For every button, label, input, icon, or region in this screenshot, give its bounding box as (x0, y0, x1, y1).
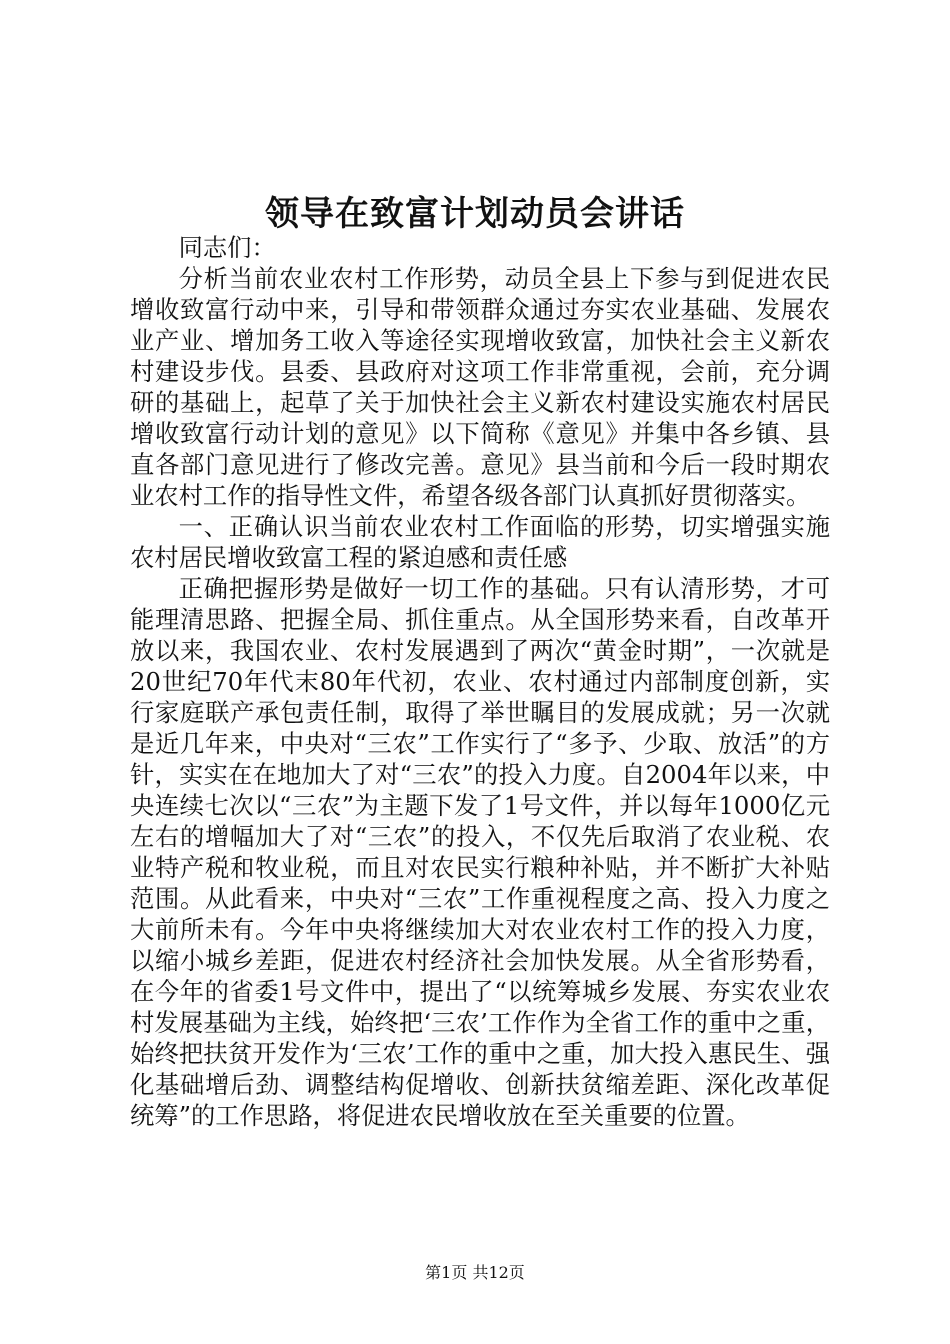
salutation: 同志们： (178, 233, 276, 262)
document-body (130, 232, 830, 1131)
document-title: 领导在致富计划动员会讲话 (265, 194, 685, 234)
paragraph-situation: 正确把握形势是做好一切工作的基础。只有认清形势，才可能理清思路、把握全局、抓住重点。从全国形势来看，自改革开放以来，我国农业、农村发展遇到了两次“黄金时期”，一次就是20世纪70年代末80年代初，农业、农村通过内部制度创新，实行家庭联产承包责任制，取得了举世瞩目的发展成就；另一次就是近几年来，中央对“三农”工作实行了“多予、少取、放活”的方针，实实在在地加大了对“三农”的投入力度。自2004年以来，中央连续七次以“三农”为主题下发了1号文件，并以每年1000亿元左右的增幅加大了对“三农”的投入，不仅先后取消了农业税、农业特产税和牧业税，而且对农民实行粮种补贴，并不断扩大补贴范围。从此看来，中央对“三农”工作重视程度之高、投入力度之大前所未有。今年中央将继续加大对农业农村工作的投入力度，以缩小城乡差距，促进农村经济社会加快发展。从全省形势看，在今年的省委1号文件中，提出了“以统筹城乡发展、夯实农业农村发展基础为主线，始终把‘三农’工作作为全省工作的重中之重，始终把扶贫开发作为‘三农’工作的重中之重，加大投入惠民生、强化基础增后劲、调整结构促增收、创新扶贫缩差距、深化改革促统筹”的工作思路，将促进农民增收放在至关重要的位置。 (130, 574, 830, 1130)
paragraph-intro: 分析当前农业农村工作形势，动员全县上下参与到促进农民增收致富行动中来，引导和带领群众通过夯实农业基础、发展农业产业、增加务工收入等途径实现增收致富，加快社会主义新农村建设步伐。县委、县政府对这项工作非常重视，会前，充分调研的基础上，起草了关于加快社会主义新农村建设实施农村居民增收致富行动计划的意见》以下简称《意见》并集中各乡镇、县直各部门意见进行了修改完善。意见》县当前和今后一段时期农业农村工作的指导性文件，希望各级各部门认真抓好贯彻落实。 (130, 264, 830, 510)
section-heading: 一、正确认识当前农业农村工作面临的形势，切实增强实施农村居民增收致富工程的紧迫感和责任感 (130, 512, 830, 572)
page-footer: 第1页 共12页 (425, 1263, 525, 1282)
